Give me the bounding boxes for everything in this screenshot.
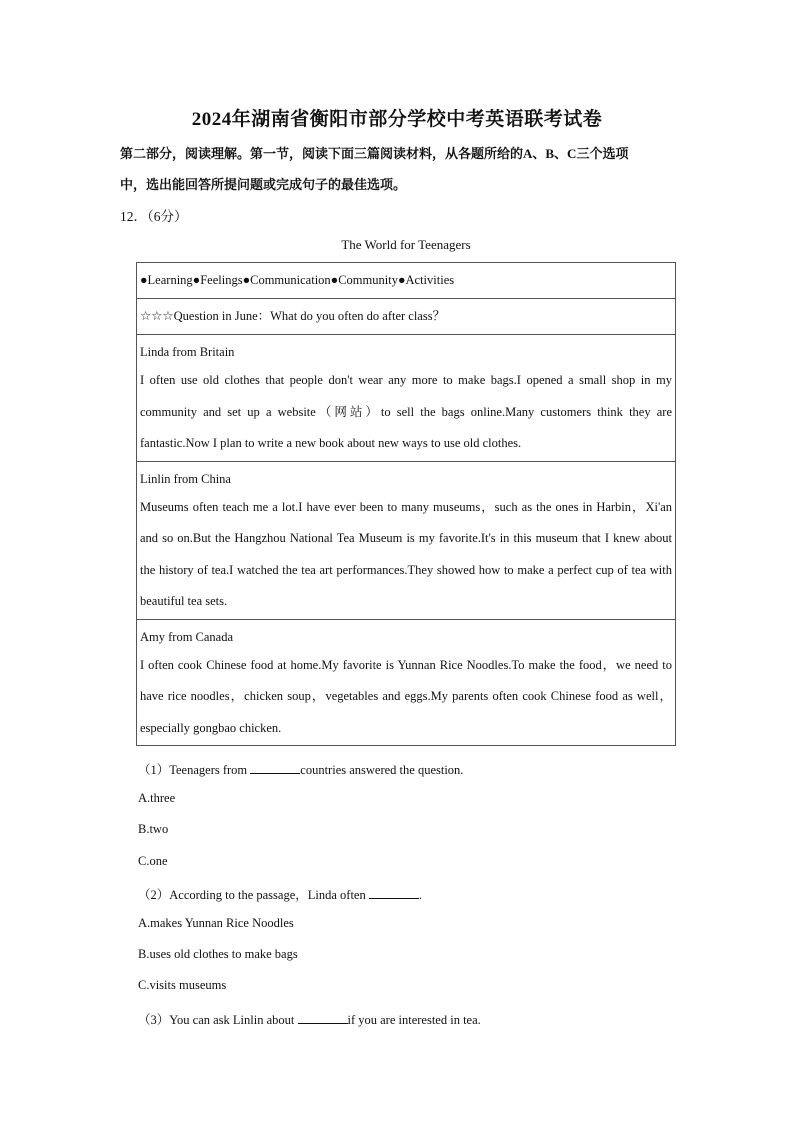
question-1-text-after: countries answered the question. (300, 763, 464, 777)
question-1-option-c: C.one (138, 854, 168, 868)
question-2-stem (138, 885, 422, 903)
question-2-text-before: （2）According to the passage，Linda often (138, 888, 369, 902)
instructions-line-1: 第二部分，阅读理解。第一节，阅读下面三篇阅读材料，从各题所给的A、B、C三个选项 (120, 146, 629, 161)
exam-title: 2024年湖南省衡阳市部分学校中考英语联考试卷 (191, 109, 603, 130)
category-menu: ●Learning●Feelings●Communication●Community●Activities (137, 263, 676, 299)
answer-blank[interactable] (369, 886, 419, 899)
entry-text: Museums often teach me a lot.I have ever been to many museums，such as the ones in Harbin，Xi'an and so on.But the Hangzhou National Tea Museum is my favorite.It's in this museum that I knew about the history of tea.I watched the tea art performances.They showed how to make a perfect cup of tea with beautiful tea sets. (140, 499, 672, 608)
question-1-option-b: B.two (138, 822, 169, 836)
section-instructions (120, 138, 680, 200)
entry-name: Linda from Britain (140, 345, 235, 359)
passage-title: The World for Teenagers (341, 237, 471, 252)
entry-text: I often cook Chinese food at home.My favorite is Yunnan Rice Noodles.To make the food，we need to have rice noodles，chicken soup，vegetables and eggs.My parents often cook Chinese food as well，especially gongbao chicken. (140, 657, 672, 735)
question-1-option-a: A.three (138, 791, 176, 805)
question-2-text-after: . (418, 888, 422, 902)
question-3-text-after: if you are interested in tea. (347, 1013, 481, 1027)
question-of-month: ☆☆☆Question in June：What do you often do after class？ (137, 299, 676, 335)
answer-blank[interactable] (298, 1011, 348, 1024)
question-3-stem (138, 1010, 481, 1028)
question-1-text-before: （1）Teenagers from (138, 763, 251, 777)
entry-linlin (137, 461, 676, 619)
question-number: 12．（6分） (120, 209, 188, 224)
question-2-option-a: A.makes Yunnan Rice Noodles (138, 916, 294, 930)
entry-linda (137, 335, 676, 462)
entry-text: I often use old clothes that people don't wear any more to make bags.I opened a small shop in my community and set up a website（网站）to sell the bags online.Many customers think they are fantastic.Now I plan to write a new book about new ways to use old clothes. (140, 373, 672, 450)
entry-amy (137, 619, 676, 746)
entry-name: Linlin from China (140, 471, 231, 486)
answer-blank[interactable] (250, 761, 300, 774)
instructions-line-2: 中，选出能回答所提问题或完成句子的最佳选项。 (120, 177, 407, 192)
question-3-text-before: （3）You can ask Linlin about (138, 1013, 298, 1027)
passage-table (136, 262, 676, 746)
question-2-option-b: B.uses old clothes to make bags (138, 947, 298, 961)
entry-name: Amy from Canada (140, 629, 234, 644)
question-1-stem (138, 760, 463, 778)
question-2-option-c: C.visits museums (138, 978, 227, 992)
